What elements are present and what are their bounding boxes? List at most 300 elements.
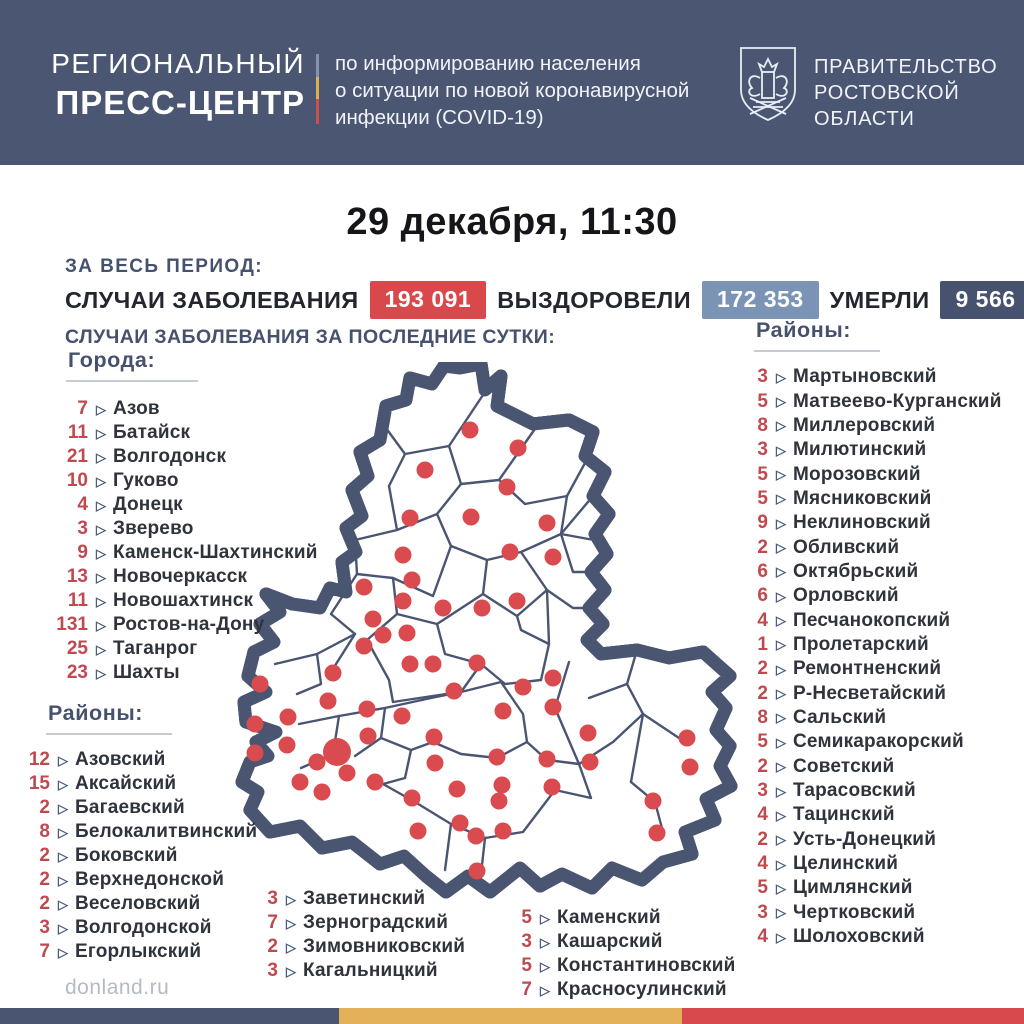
place-name: Орловский xyxy=(793,585,899,607)
list-item xyxy=(8,916,257,940)
place-name: Азов xyxy=(113,398,160,419)
list-item xyxy=(8,940,257,964)
daily-count: 4 xyxy=(757,853,768,875)
government-line: ОБЛАСТИ xyxy=(814,108,915,130)
list-item xyxy=(726,511,1002,535)
recovered-total-badge: 172 353 xyxy=(702,281,819,319)
list-item xyxy=(8,868,257,892)
place-name: Милютинский xyxy=(793,439,927,461)
place-name: Песчанокопский xyxy=(793,609,951,631)
place-name: Волгодонской xyxy=(75,917,212,938)
case-dot xyxy=(494,777,511,794)
case-dot xyxy=(435,600,452,617)
footer-bar-slate xyxy=(0,1008,339,1024)
place-name: Зимовниковский xyxy=(303,936,466,957)
place-name: Целинский xyxy=(793,853,899,875)
case-dot xyxy=(489,749,506,766)
daily-count: 11 xyxy=(67,422,88,443)
list-item xyxy=(726,633,1002,657)
daily-count: 5 xyxy=(757,877,768,899)
list-item xyxy=(22,421,318,445)
place-name: Цимлянский xyxy=(793,877,913,899)
list-item xyxy=(22,493,318,517)
triangle-right-icon: ▷ xyxy=(540,910,550,926)
daily-count: 10 xyxy=(66,470,88,491)
subtitle-line: по информированию населения xyxy=(335,52,641,75)
districts-right-list xyxy=(726,365,1002,949)
case-dot xyxy=(539,751,556,768)
list-item xyxy=(726,681,1002,705)
case-dot xyxy=(469,655,486,672)
place-name: Белокалитвинский xyxy=(75,821,258,842)
list-item xyxy=(22,397,318,421)
place-name: Таганрог xyxy=(113,638,198,659)
list-item xyxy=(234,959,465,983)
daily-count: 2 xyxy=(757,658,768,680)
place-name: Советский xyxy=(793,755,895,777)
daily-count: 4 xyxy=(77,494,88,515)
daily-count: 3 xyxy=(757,780,768,802)
place-name: Волгодонск xyxy=(113,446,227,467)
case-dot xyxy=(468,828,485,845)
list-item xyxy=(234,887,465,911)
government-line: РОСТОВСКОЙ xyxy=(814,82,960,104)
daily-count: 3 xyxy=(757,901,768,923)
triangle-right-icon: ▷ xyxy=(58,920,68,936)
triangle-right-icon: ▷ xyxy=(540,958,550,974)
triangle-right-icon: ▷ xyxy=(58,776,68,792)
list-item xyxy=(726,584,1002,608)
daily-count: 4 xyxy=(757,804,768,826)
daily-cases-label: СЛУЧАИ ЗАБОЛЕВАНИЯ ЗА ПОСЛЕДНИЕ СУТКИ: xyxy=(65,326,556,348)
case-dot xyxy=(510,440,527,457)
triangle-right-icon: ▷ xyxy=(776,929,786,945)
case-dot xyxy=(463,509,480,526)
daily-count: 5 xyxy=(521,907,532,928)
list-item xyxy=(8,796,257,820)
case-dot xyxy=(502,544,519,561)
place-name: Боковский xyxy=(75,845,178,866)
cases-label: СЛУЧАИ ЗАБОЛЕВАНИЯ xyxy=(65,286,359,313)
place-name: Тарасовский xyxy=(793,780,916,802)
triangle-right-icon: ▷ xyxy=(96,617,106,633)
list-item xyxy=(726,657,1002,681)
daily-count: 3 xyxy=(521,931,532,952)
case-dot xyxy=(515,679,532,696)
list-item xyxy=(726,535,1002,559)
place-name: Усть-Донецкий xyxy=(793,828,937,850)
list-item xyxy=(726,365,1002,389)
triangle-right-icon: ▷ xyxy=(776,807,786,823)
daily-count: 9 xyxy=(757,512,768,534)
brand-line-1: РЕГИОНАЛЬНЫЙ xyxy=(51,48,305,79)
case-dot xyxy=(682,759,699,776)
list-item xyxy=(22,613,318,637)
list-item xyxy=(22,565,318,589)
place-name: Р-Несветайский xyxy=(793,682,947,704)
case-dot xyxy=(491,793,508,810)
triangle-right-icon: ▷ xyxy=(96,449,106,465)
case-dot xyxy=(425,656,442,673)
list-item xyxy=(726,779,1002,803)
place-name: Чертковский xyxy=(793,901,916,923)
case-dot xyxy=(545,549,562,566)
daily-count: 3 xyxy=(757,366,768,388)
daily-count: 5 xyxy=(757,731,768,753)
case-dot xyxy=(509,593,526,610)
place-name: Красносулинский xyxy=(557,979,727,1000)
daily-count: 2 xyxy=(757,536,768,558)
triangle-right-icon: ▷ xyxy=(776,686,786,702)
case-dot xyxy=(323,738,351,766)
case-dot xyxy=(582,754,599,771)
list-item xyxy=(488,954,736,978)
list-item xyxy=(234,935,465,959)
list-item xyxy=(22,637,318,661)
list-item xyxy=(22,589,318,613)
daily-count: 3 xyxy=(39,917,50,938)
press-center-logo xyxy=(51,48,305,122)
triangle-right-icon: ▷ xyxy=(96,425,106,441)
case-dot xyxy=(649,825,666,842)
case-dot xyxy=(320,693,337,710)
case-dot xyxy=(292,774,309,791)
place-name: Каменск-Шахтинский xyxy=(113,542,318,563)
place-name: Морозовский xyxy=(793,463,921,485)
daily-count: 2 xyxy=(757,828,768,850)
place-name: Семикаракорский xyxy=(793,731,964,753)
place-name: Шахты xyxy=(113,662,180,683)
triangle-right-icon: ▷ xyxy=(96,569,106,585)
place-name: Новошахтинск xyxy=(113,590,254,611)
case-dot xyxy=(452,815,469,832)
list-item xyxy=(488,906,736,930)
triangle-right-icon: ▷ xyxy=(286,939,296,955)
case-dot xyxy=(247,716,264,733)
daily-count: 3 xyxy=(267,888,278,909)
case-dot xyxy=(410,823,427,840)
list-item xyxy=(726,608,1002,632)
recovered-label: ВЫЗДОРОВЕЛИ xyxy=(497,286,691,313)
footer-bar-gold xyxy=(339,1008,682,1024)
daily-count: 7 xyxy=(267,912,278,933)
triangle-right-icon: ▷ xyxy=(776,856,786,872)
triangle-right-icon: ▷ xyxy=(58,752,68,768)
triangle-right-icon: ▷ xyxy=(58,872,68,888)
case-dot xyxy=(404,572,421,589)
triangle-right-icon: ▷ xyxy=(776,491,786,507)
triangle-right-icon: ▷ xyxy=(286,891,296,907)
place-name: Заветинский xyxy=(303,888,426,909)
list-item xyxy=(8,844,257,868)
districts-left-list xyxy=(8,748,257,964)
daily-count: 5 xyxy=(757,487,768,509)
daily-count: 7 xyxy=(521,979,532,1000)
list-item xyxy=(726,876,1002,900)
list-item xyxy=(234,911,465,935)
triangle-right-icon: ▷ xyxy=(776,832,786,848)
daily-count: 4 xyxy=(757,609,768,631)
case-dot xyxy=(449,781,466,798)
case-dot xyxy=(394,708,411,725)
cities-heading: Города: xyxy=(66,348,198,382)
case-dot xyxy=(499,479,516,496)
case-dot xyxy=(367,774,384,791)
case-dot xyxy=(474,600,491,617)
place-name: Аксайский xyxy=(75,773,177,794)
place-name: Матвеево-Курганский xyxy=(793,390,1002,412)
triangle-right-icon: ▷ xyxy=(776,613,786,629)
triangle-right-icon: ▷ xyxy=(776,661,786,677)
case-dot xyxy=(545,670,562,687)
place-name: Гуково xyxy=(113,470,179,491)
list-item xyxy=(726,755,1002,779)
daily-count: 5 xyxy=(757,463,768,485)
list-item xyxy=(726,901,1002,925)
case-dot xyxy=(495,703,512,720)
triangle-right-icon: ▷ xyxy=(776,783,786,799)
daily-count: 13 xyxy=(66,566,88,587)
daily-count: 9 xyxy=(77,542,88,563)
daily-count: 8 xyxy=(757,706,768,728)
case-dot xyxy=(544,779,561,796)
totals-row xyxy=(65,281,1024,319)
list-item xyxy=(726,414,1002,438)
case-dot xyxy=(365,611,382,628)
place-name: Миллеровский xyxy=(793,414,936,436)
case-dot xyxy=(469,863,486,880)
place-name: Мартыновский xyxy=(793,366,937,388)
list-item xyxy=(726,925,1002,949)
header-subtitle xyxy=(335,50,689,131)
place-name: Сальский xyxy=(793,706,887,728)
case-dot xyxy=(446,683,463,700)
period-label: ЗА ВЕСЬ ПЕРИОД: xyxy=(65,256,264,277)
list-item xyxy=(8,748,257,772)
triangle-right-icon: ▷ xyxy=(776,564,786,580)
website-label: donland.ru xyxy=(65,976,170,999)
list-item xyxy=(726,828,1002,852)
place-name: Шолоховский xyxy=(793,926,925,948)
triangle-right-icon: ▷ xyxy=(776,637,786,653)
daily-count: 21 xyxy=(66,446,88,467)
triangle-right-icon: ▷ xyxy=(96,521,106,537)
triangle-right-icon: ▷ xyxy=(96,401,106,417)
deaths-label: УМЕРЛИ xyxy=(829,286,930,313)
case-dot xyxy=(539,515,556,532)
daily-count: 2 xyxy=(39,893,50,914)
daily-count: 2 xyxy=(39,869,50,890)
report-datetime: 29 декабря, 11:30 xyxy=(346,201,678,243)
list-item xyxy=(726,852,1002,876)
place-name: Октябрьский xyxy=(793,560,919,582)
daily-count: 2 xyxy=(757,755,768,777)
place-name: Новочеркасск xyxy=(113,566,248,587)
triangle-right-icon: ▷ xyxy=(776,540,786,556)
case-dot xyxy=(309,754,326,771)
daily-count: 1 xyxy=(757,633,768,655)
place-name: Азовский xyxy=(75,749,166,770)
list-item xyxy=(22,469,318,493)
triangle-right-icon: ▷ xyxy=(776,734,786,750)
list-item xyxy=(726,487,1002,511)
daily-count: 12 xyxy=(28,749,50,770)
triangle-right-icon: ▷ xyxy=(776,588,786,604)
triangle-right-icon: ▷ xyxy=(540,982,550,998)
header-band xyxy=(0,0,1024,165)
place-name: Верхнедонской xyxy=(75,869,225,890)
daily-count: 4 xyxy=(757,926,768,948)
daily-count: 2 xyxy=(39,797,50,818)
case-dot xyxy=(356,638,373,655)
list-item xyxy=(8,892,257,916)
list-item xyxy=(488,978,736,1002)
list-item xyxy=(726,462,1002,486)
place-name: Ростов-на-Дону xyxy=(113,614,265,635)
daily-count: 6 xyxy=(757,585,768,607)
deaths-total-badge: 9 566 xyxy=(940,281,1024,319)
case-dot xyxy=(417,462,434,479)
districts-bottom-list-b xyxy=(488,906,736,1002)
districts-left-heading: Районы: xyxy=(46,701,172,735)
case-dot xyxy=(280,709,297,726)
coat-of-arms-icon xyxy=(736,44,800,124)
place-name: Неклиновский xyxy=(793,512,931,534)
daily-count: 3 xyxy=(267,960,278,981)
triangle-right-icon: ▷ xyxy=(540,934,550,950)
place-name: Багаевский xyxy=(75,797,185,818)
footer-bar-red xyxy=(682,1008,1024,1024)
place-name: Ремонтненский xyxy=(793,658,942,680)
place-name: Кашарский xyxy=(557,931,663,952)
place-name: Веселовский xyxy=(75,893,201,914)
place-name: Батайск xyxy=(113,422,191,443)
government-line: ПРАВИТЕЛЬСТВО xyxy=(814,56,998,78)
cities-list xyxy=(22,397,318,685)
daily-count: 2 xyxy=(757,682,768,704)
triangle-right-icon: ▷ xyxy=(96,641,106,657)
place-name: Мясниковский xyxy=(793,487,932,509)
triangle-right-icon: ▷ xyxy=(776,759,786,775)
triangle-right-icon: ▷ xyxy=(96,473,106,489)
case-dot xyxy=(339,765,356,782)
place-name: Донецк xyxy=(113,494,183,515)
list-item xyxy=(22,661,318,685)
case-dot xyxy=(462,422,479,439)
case-dot xyxy=(399,625,416,642)
triangle-right-icon: ▷ xyxy=(776,515,786,531)
daily-count: 7 xyxy=(77,398,88,419)
daily-count: 8 xyxy=(757,414,768,436)
place-name: Каменский xyxy=(557,907,661,928)
case-dot xyxy=(426,729,443,746)
place-name: Обливский xyxy=(793,536,900,558)
place-name: Зверево xyxy=(113,518,194,539)
triangle-right-icon: ▷ xyxy=(286,915,296,931)
brand-line-2: ПРЕСС-ЦЕНТР xyxy=(55,84,305,121)
triangle-right-icon: ▷ xyxy=(776,418,786,434)
case-dot xyxy=(279,737,296,754)
place-name: Пролетарский xyxy=(793,633,929,655)
daily-count: 8 xyxy=(39,821,50,842)
list-item xyxy=(8,772,257,796)
districts-right-heading: Районы: xyxy=(754,318,880,352)
triangle-right-icon: ▷ xyxy=(58,848,68,864)
subtitle-line: инфекции (COVID-19) xyxy=(335,106,544,129)
list-item xyxy=(726,438,1002,462)
triangle-right-icon: ▷ xyxy=(776,880,786,896)
daily-count: 2 xyxy=(39,845,50,866)
triangle-right-icon: ▷ xyxy=(776,467,786,483)
case-dot xyxy=(356,579,373,596)
case-dot xyxy=(360,728,377,745)
list-item xyxy=(726,706,1002,730)
case-dot xyxy=(395,593,412,610)
triangle-right-icon: ▷ xyxy=(776,394,786,410)
subtitle-line: о ситуации по новой коронавирусной xyxy=(335,79,690,102)
daily-count: 3 xyxy=(77,518,88,539)
triangle-right-icon: ▷ xyxy=(96,497,106,513)
list-item xyxy=(22,517,318,541)
triangle-right-icon: ▷ xyxy=(58,824,68,840)
list-item xyxy=(726,730,1002,754)
daily-count: 6 xyxy=(757,560,768,582)
triangle-right-icon: ▷ xyxy=(58,896,68,912)
place-name: Зерноградский xyxy=(303,912,449,933)
list-item xyxy=(726,560,1002,584)
daily-count: 7 xyxy=(39,941,50,962)
list-item xyxy=(726,803,1002,827)
place-name: Константиновский xyxy=(557,955,736,976)
triangle-right-icon: ▷ xyxy=(96,665,106,681)
case-dot xyxy=(359,701,376,718)
triangle-right-icon: ▷ xyxy=(58,944,68,960)
case-dot xyxy=(580,725,597,742)
case-dot xyxy=(314,784,331,801)
triangle-right-icon: ▷ xyxy=(286,963,296,979)
list-item xyxy=(22,541,318,565)
case-dot xyxy=(402,510,419,527)
case-dot xyxy=(645,793,662,810)
case-dot xyxy=(325,665,342,682)
triangle-right-icon: ▷ xyxy=(96,545,106,561)
case-dot xyxy=(404,790,421,807)
daily-count: 2 xyxy=(267,936,278,957)
case-dot xyxy=(545,699,562,716)
list-item xyxy=(22,445,318,469)
daily-count: 5 xyxy=(521,955,532,976)
districts-bottom-list-a xyxy=(234,887,465,983)
daily-count: 25 xyxy=(66,638,88,659)
list-item xyxy=(726,389,1002,413)
triangle-right-icon: ▷ xyxy=(776,442,786,458)
daily-count: 5 xyxy=(757,390,768,412)
case-dot xyxy=(427,755,444,772)
list-item xyxy=(8,820,257,844)
case-dot xyxy=(679,730,696,747)
case-dot xyxy=(395,547,412,564)
government-label xyxy=(814,54,997,132)
daily-count: 15 xyxy=(28,773,50,794)
triangle-right-icon: ▷ xyxy=(776,905,786,921)
triangle-right-icon: ▷ xyxy=(776,710,786,726)
place-name: Егорлыкский xyxy=(75,941,202,962)
cases-total-badge: 193 091 xyxy=(370,281,487,319)
daily-count: 23 xyxy=(66,662,88,683)
place-name: Кагальницкий xyxy=(303,960,438,981)
daily-count: 3 xyxy=(757,439,768,461)
daily-count: 11 xyxy=(67,590,88,611)
